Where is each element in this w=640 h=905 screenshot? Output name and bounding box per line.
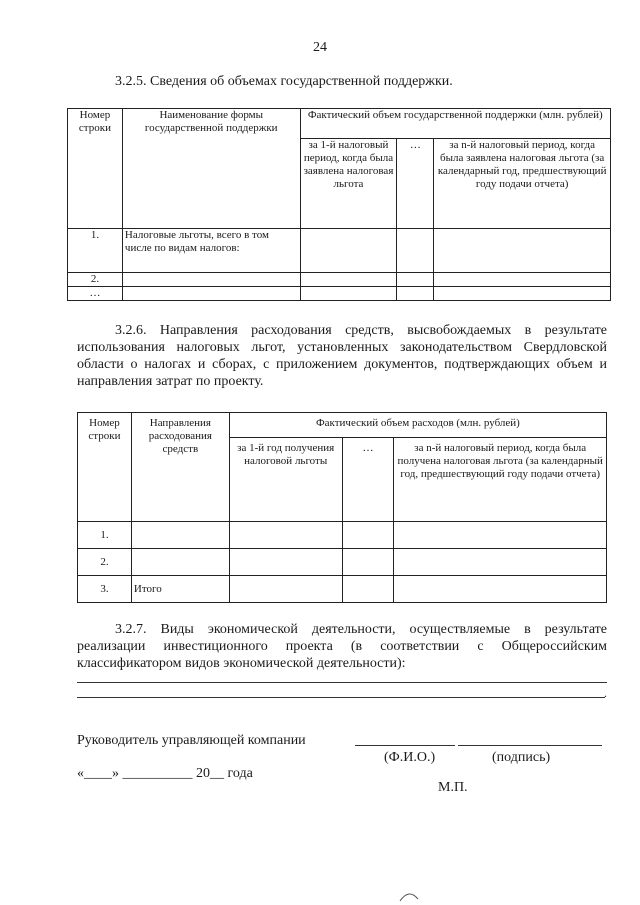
fill-line-period: .: [604, 686, 607, 700]
table-row: [68, 273, 611, 287]
table-row: [68, 229, 611, 273]
row-number: 1.: [68, 229, 123, 273]
cell: [300, 229, 397, 273]
row-number: 3.: [78, 576, 132, 603]
subcol-ellipsis: …: [342, 438, 394, 522]
section-326-paragraph: 3.2.6. Направления расходования средств, высвобождаемых в результате использования налоговых льгот, установленных законодательством Свердловской области о налогах и сборах, с приложением документов, подтверждающих объем и направления затрат по проекту.: [77, 323, 607, 389]
row-name: [131, 549, 229, 576]
page-number: 24: [313, 40, 327, 55]
cell: [434, 287, 611, 301]
cell: [300, 287, 397, 301]
fio-label: (Ф.И.О.): [384, 750, 436, 765]
section-327-paragraph: 3.2.7. Виды экономической деятельности, осуществляемые в результате реализации инвестиционного проекта (в соответствии с Общероссийским классификатором видов экономической деятельности):: [77, 622, 607, 671]
row-name: [122, 287, 300, 301]
cell: [394, 522, 607, 549]
row-name: [122, 273, 300, 287]
cell: [394, 576, 607, 603]
subcol-first-period: за 1-й налоговый период, когда была заявлена налоговая льгота: [300, 139, 397, 229]
table-row: [68, 287, 611, 301]
head-label: Руководитель управляющей компании: [77, 733, 306, 748]
row-name: Налоговые льготы, всего в том числе по видам налогов:: [122, 229, 300, 273]
col-header-number: Номер строки: [68, 109, 123, 229]
fio-line: [355, 745, 455, 746]
table-row: [78, 576, 607, 603]
subcol-first-year: за 1-й год получения налоговой льготы: [229, 438, 342, 522]
subcol-nth-period: за n-й налоговый период, когда была получена налоговая льгота (за календарный год, предшествующий году подачи отчета): [394, 438, 607, 522]
cell: [342, 522, 394, 549]
row-number: …: [68, 287, 123, 301]
cell: [434, 229, 611, 273]
row-number: 2.: [78, 549, 132, 576]
fill-line-1: [77, 682, 607, 683]
cell: [229, 522, 342, 549]
row-name-total: Итого: [131, 576, 229, 603]
sign-label: (подпись): [492, 750, 551, 765]
fill-line-2: [77, 697, 605, 698]
table-row: [78, 522, 607, 549]
subcol-ellipsis: …: [397, 139, 434, 229]
row-name: [131, 522, 229, 549]
support-table: [67, 108, 611, 301]
table-row: [78, 549, 607, 576]
cell: [342, 549, 394, 576]
cell: [394, 549, 607, 576]
cell: [397, 287, 434, 301]
section-325-heading: 3.2.5. Сведения об объемах государственной поддержки.: [115, 74, 453, 89]
row-number: 2.: [68, 273, 123, 287]
col-header-number: Номер строки: [78, 413, 132, 522]
cell: [229, 549, 342, 576]
cell: [397, 273, 434, 287]
cell: [434, 273, 611, 287]
cell: [300, 273, 397, 287]
row-number: 1.: [78, 522, 132, 549]
cell: [229, 576, 342, 603]
page-mark-icon: [398, 890, 420, 902]
cell: [397, 229, 434, 273]
sign-line: [458, 745, 602, 746]
stamp-label: М.П.: [438, 780, 468, 795]
cell: [342, 576, 394, 603]
col-header-direction: Направления расходования средств: [131, 413, 229, 522]
col-header-support-form: Наименование формы государственной поддержки: [122, 109, 300, 229]
date-line: «____» __________ 20__ года: [77, 766, 253, 781]
col-header-actual-expenses: Фактический объем расходов (млн. рублей): [229, 413, 606, 438]
expenses-table: [77, 412, 607, 603]
subcol-nth-period: за n-й налоговый период, когда была заявлена налоговая льгота (за календарный год, предшествующий году подачи отчета): [434, 139, 611, 229]
col-header-actual-support: Фактический объем государственной поддержки (млн. рублей): [300, 109, 610, 139]
